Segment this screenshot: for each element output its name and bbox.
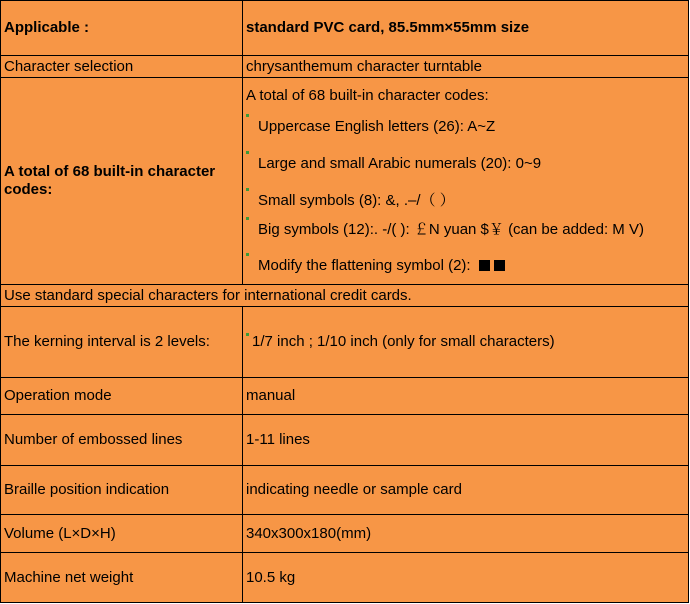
marker-icon [246,333,249,336]
filled-square-icon [494,260,505,271]
filled-square-icon [479,260,490,271]
character-codes-heading: A total of 68 built-in character codes: [246,87,489,104]
marker-icon [246,188,249,191]
marker-icon [246,217,249,220]
operation-mode-label: Operation mode [1,378,243,415]
table-row [1,553,689,603]
net-weight-value: 10.5 kg [243,553,689,603]
operation-mode-value: manual [243,378,689,415]
code-item-text: Large and small Arabic numerals (20): 0~9 [258,155,542,172]
table-row [1,307,689,378]
character-codes-value [243,78,689,285]
marker-icon [246,114,249,117]
embossed-lines-value: 1-11 lines [243,415,689,466]
net-weight-label: Machine net weight [1,553,243,603]
credit-card-note: Use standard special characters for international credit cards. [1,285,689,307]
volume-label: Volume (L×D×H) [1,515,243,553]
table-row [1,415,689,466]
character-codes-label: A total of 68 built-in character codes: [1,78,243,285]
code-item-small-symbols [246,192,688,210]
table-row [1,378,689,415]
code-item-numerals [246,155,688,173]
code-item-uppercase [246,118,688,136]
code-item-big-symbols [246,221,688,239]
code-item-text: Modify the flattening symbol (2): [258,257,471,274]
character-selection-label: Character selection [1,56,243,78]
braille-position-value: indicating needle or sample card [243,466,689,515]
code-item-text: Big symbols (12):. -/( ): ￡N yuan $￥ (can be added: M V) [258,221,644,238]
kerning-value-cell [243,307,689,378]
volume-value: 340x300x180(mm) [243,515,689,553]
marker-icon [246,151,249,154]
table-row [1,78,689,285]
table-row [1,285,689,307]
kerning-value: 1/7 inch ; 1/10 inch (only for small characters) [252,333,555,350]
applicable-label: Applicable : [1,1,243,56]
applicable-value: standard PVC card, 85.5mm×55mm size [243,1,689,56]
table-row [1,1,689,56]
marker-icon [246,253,249,256]
kerning-label: The kerning interval is 2 levels: [1,307,243,378]
table-row [1,515,689,553]
code-item-flattening [246,257,688,275]
code-item-text: Small symbols (8): &, .–/（ ） [258,192,455,209]
character-selection-value: chrysanthemum character turntable [243,56,689,78]
embossed-lines-label: Number of embossed lines [1,415,243,466]
table-row [1,56,689,78]
braille-position-label: Braille position indication [1,466,243,515]
table-row [1,466,689,515]
code-item-text: Uppercase English letters (26): A~Z [258,118,496,135]
